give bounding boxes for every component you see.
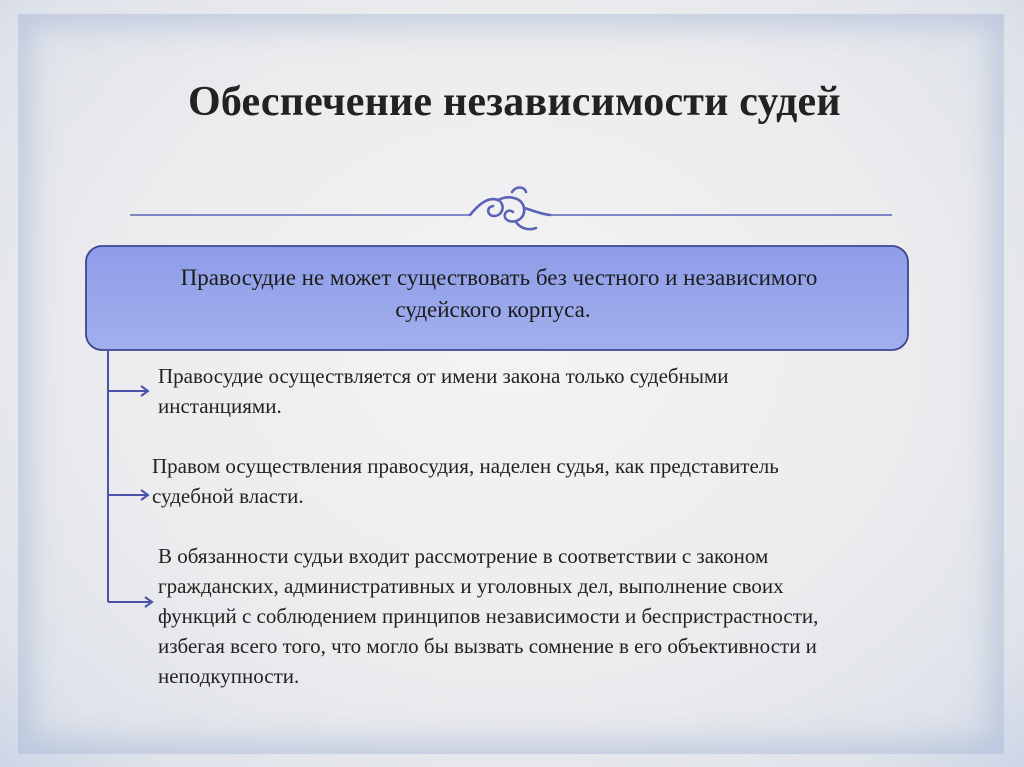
list-item-line: гражданских, административных и уголовных дел, выполнение своих (158, 574, 784, 598)
list-item-line: Правом осуществления правосудия, наделен судья, как представитель (152, 454, 779, 478)
statement-line-2: судейского корпуса. (395, 297, 591, 322)
list-item-2 (152, 451, 932, 511)
list-item-3 (158, 541, 988, 691)
list-item-line: функций с соблюдением принципов независимости и беспристрастности, (158, 604, 819, 628)
list-item-line: судебной власти. (152, 484, 304, 508)
list-item-line: Правосудие осуществляется от имени закона только судебными (158, 364, 729, 388)
list-item-1 (158, 361, 878, 421)
slide-title: Обеспечение независимости судей (188, 79, 841, 125)
arrow-item-2 (108, 490, 148, 500)
list-item-line: избегая всего того, что могло бы вызвать сомнение в его объективности и (158, 634, 817, 658)
statement-line-1: Правосудие не может существовать без честного и независимого (180, 265, 818, 290)
arrow-item-1 (108, 386, 148, 396)
swirl-ornament-icon (470, 188, 550, 230)
list-item-line: неподкупности. (158, 664, 300, 688)
arrow-item-3 (108, 597, 152, 607)
statement-text (90, 262, 908, 326)
list-item-line: инстанциями. (158, 394, 282, 418)
list-item-line: В обязанности судьи входит рассмотрение в соответствии с законом (158, 544, 769, 568)
